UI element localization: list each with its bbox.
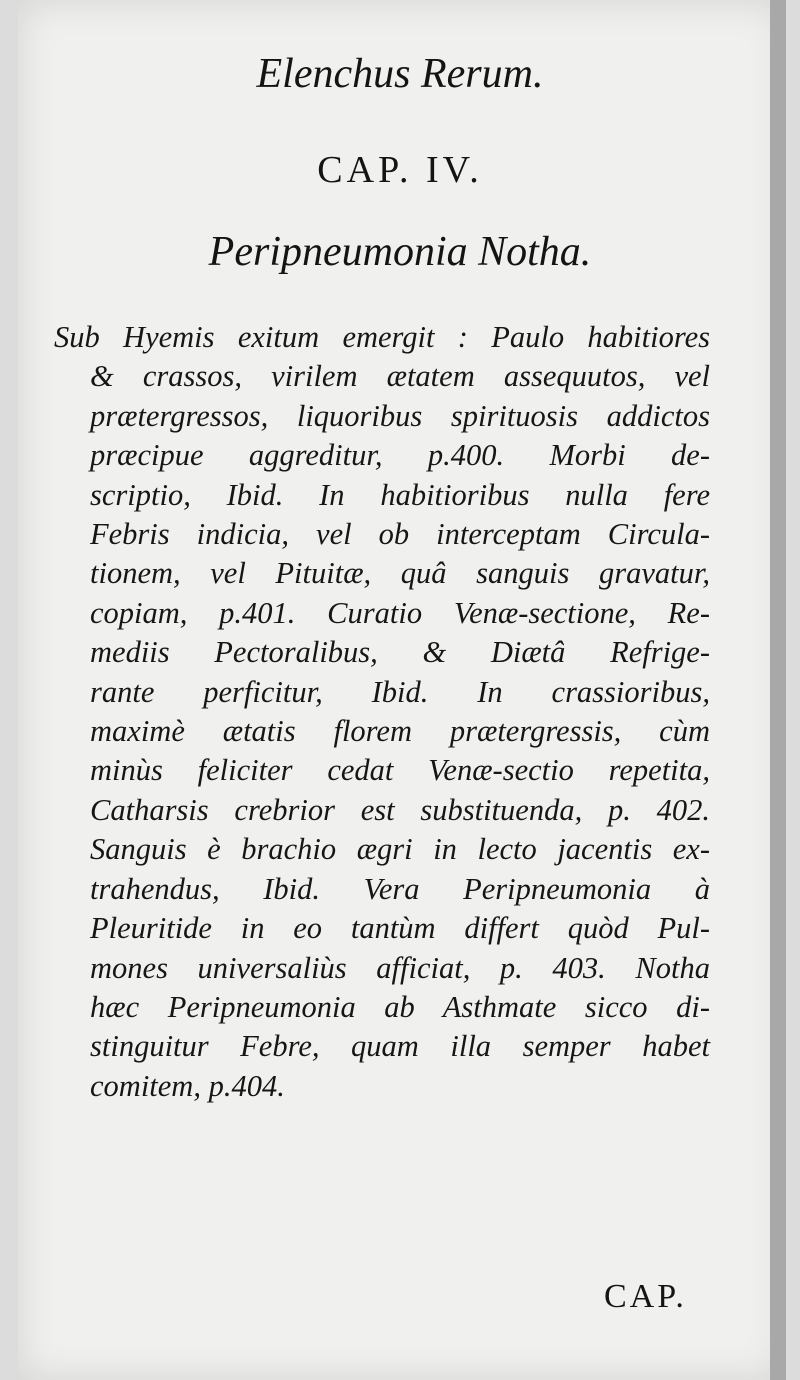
page-edge-shadow [770,0,786,1380]
body-line: trahendus, Ibid. Vera Peripneumonia à [90,871,710,906]
body-line: rante perficitur, Ibid. In crassioribus, [90,674,710,709]
body-line: Pleuritide in eo tantùm differt quòd Pul- [90,911,710,946]
running-head: Elenchus Rerum. [256,51,544,97]
body-line: prætergressos, liquoribus spirituosis addictos [90,398,710,433]
body-line: hæc Peripneumonia ab Asthmate sicco di- [90,989,710,1024]
body-line: præcipue aggreditur, p.400. Morbi de- [90,438,710,473]
body-line: & crassos, virilem ætatem assequutos, vel [90,359,710,394]
catchword: CAP. [604,1278,687,1315]
body-paragraph [54,318,710,1106]
chapter-heading: CAP. IV. [317,149,483,191]
body-line: tionem, vel Pituitæ, quâ sanguis gravatur, [90,556,710,591]
body-line: copiam, p.401. Curatio Venæ-sectione, Re- [90,595,710,630]
body-line: Sanguis è brachio ægri in lecto jacentis ex- [90,832,710,867]
body-line: Catharsis crebrior est substituenda, p. 402. [90,792,710,827]
body-line: maximè ætatis florem prætergressis, cùm [90,714,710,749]
body-line: comitem, p.404. [90,1068,285,1103]
body-line: mones universaliùs afficiat, p. 403. Notha [90,950,710,985]
chapter-subject: Peripneumonia Notha. [208,229,592,275]
body-line: stinguitur Febre, quam illa semper habet [90,1029,710,1064]
body-line: scriptio, Ibid. In habitioribus nulla fere [90,477,710,512]
body-line: Febris indicia, vel ob interceptam Circula- [90,517,710,552]
body-line: Sub Hyemis exitum emergit : Paulo habitiores [54,320,710,354]
body-line: mediis Pectoralibus, & Diætâ Refrige- [90,635,710,670]
body-line: minùs feliciter cedat Venæ-sectio repetita, [90,753,710,788]
